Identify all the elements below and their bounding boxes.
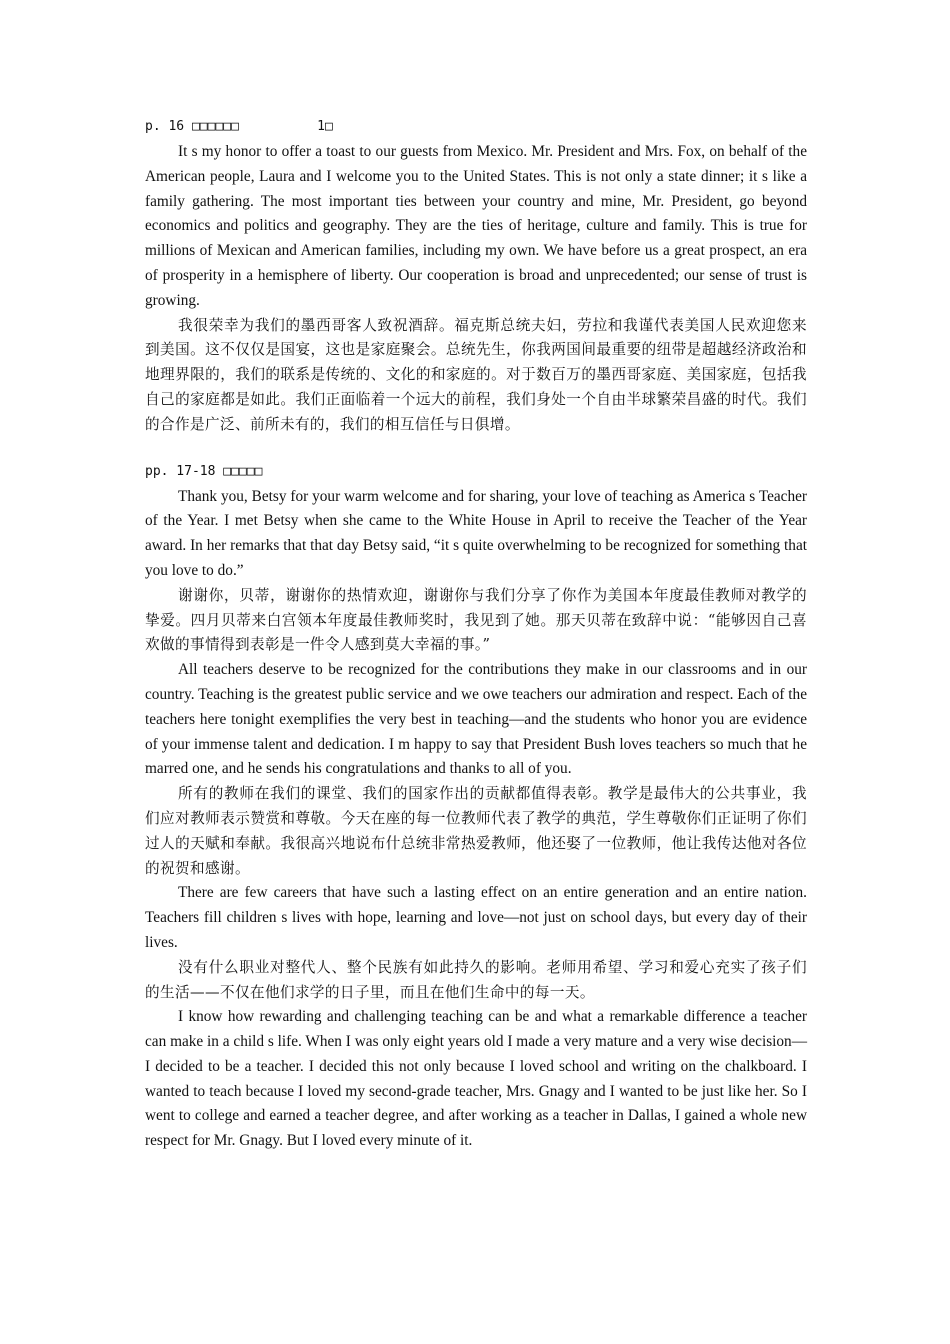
chinese-paragraph: 所有的教师在我们的课堂、我们的国家作出的贡献都值得表彰。教学是最伟大的公共事业，我们应对教师表示赞赏和尊敬。今天在座的每一位教师代表了教学的典范，学生尊敬你们正证明了你们过人的天赋和奉献。我很高兴地说布什总统非常热爱教师，他还娶了一位教师，他让我传达他对各位的祝贺和感谢。	[145, 785, 807, 877]
document-page	[145, 114, 807, 1154]
chinese-paragraph: 谢谢你，贝蒂，谢谢你的热情欢迎，谢谢你与我们分享了你作为美国本年度最佳教师对教学的挚爱。四月贝蒂来白宫领本年度最佳教师奖时，我见到了她。那天贝蒂在致辞中说：“能够因自己喜欢做的事情得到表彰是一件令人感到莫大幸福的事。”	[145, 586, 807, 654]
english-paragraph: It s my honor to offer a toast to our guests from Mexico. Mr. President and Mrs. Fox, on behalf of the American people, Laura and I welcome you to the United States. This is not only a state dinner; it s like a family gathering. The most important ties between your country and mine, Mr. President, go beyond economics and politics and geography. They are the ties of heritage, culture and family. This is true for millions of Mexican and American families, including my own. We have before us a great prospect, an era of prosperity in a hemisphere of liberty. Our cooperation is broad and unprecedented; our sense of trust is growing.	[145, 143, 807, 309]
section-heading: p. 16 □□□□□□ 1□	[145, 119, 333, 134]
chinese-paragraph: 我很荣幸为我们的墨西哥客人致祝酒辞。福克斯总统夫妇，劳拉和我谨代表美国人民欢迎您来到美国。这不仅仅是国宴，这也是家庭聚会。总统先生，你我两国间最重要的纽带是超越经济政治和地理界限的，我们的联系是传统的、文化的和家庭的。对于数百万的墨西哥家庭、美国家庭，包括我自己的家庭都是如此。我们正面临着一个远大的前程，我们身处一个自由半球繁荣昌盛的时代。我们的合作是广泛、前所未有的，我们的相互信任与日俱增。	[145, 316, 807, 433]
section-heading: pp. 17-18 □□□□□	[145, 463, 263, 479]
section-toast	[145, 114, 807, 438]
english-paragraph: Thank you, Betsy for your warm welcome and for sharing, your love of teaching as America s Teacher of the Year. I met Betsy when she came to the White House in April to receive the Teacher of the Year award. In her remarks that that day Betsy said, “it s quite overwhelming to be recognized for something that you love to do.”	[145, 487, 807, 579]
chinese-paragraph: 没有什么职业对整代人、整个民族有如此持久的影响。老师用希望、学习和爱心充实了孩子们的生活——不仅在他们求学的日子里，而且在他们生命中的每一天。	[145, 958, 807, 1001]
english-paragraph: I know how rewarding and challenging teaching can be and what a remarkable difference a teacher can make in a child s life. When I was only eight years old I made a very mature and a very wise decision—I decided to be a teacher. I decided this not only because I loved school and writing on the chalkboard. I wanted to teach because I loved my second-grade teacher, Mrs. Gnagy and I wanted to be just like her. So I went to college and earned a teacher degree, and after working as a teacher in Dallas, I gained a whole new respect for Mr. Gnagy. But I loved every minute of it.	[145, 1008, 807, 1150]
section-teacher-speech	[145, 459, 807, 1155]
english-paragraph: There are few careers that have such a lasting effect on an entire generation and an entire nation. Teachers fill children s lives with hope, learning and love—not just on school days, but every day of their lives.	[145, 884, 807, 951]
english-paragraph: All teachers deserve to be recognized for the contributions they make in our classrooms and in our country. Teaching is the greatest public service and we owe teachers our admiration and respect. Each of the teachers here tonight exemplifies the very best in teaching—and the students who honor you are evidence of your immense talent and dedication. I m happy to say that President Bush loves teachers so much that he marred one, and he sends his congratulations and thanks to all of you.	[145, 661, 807, 778]
